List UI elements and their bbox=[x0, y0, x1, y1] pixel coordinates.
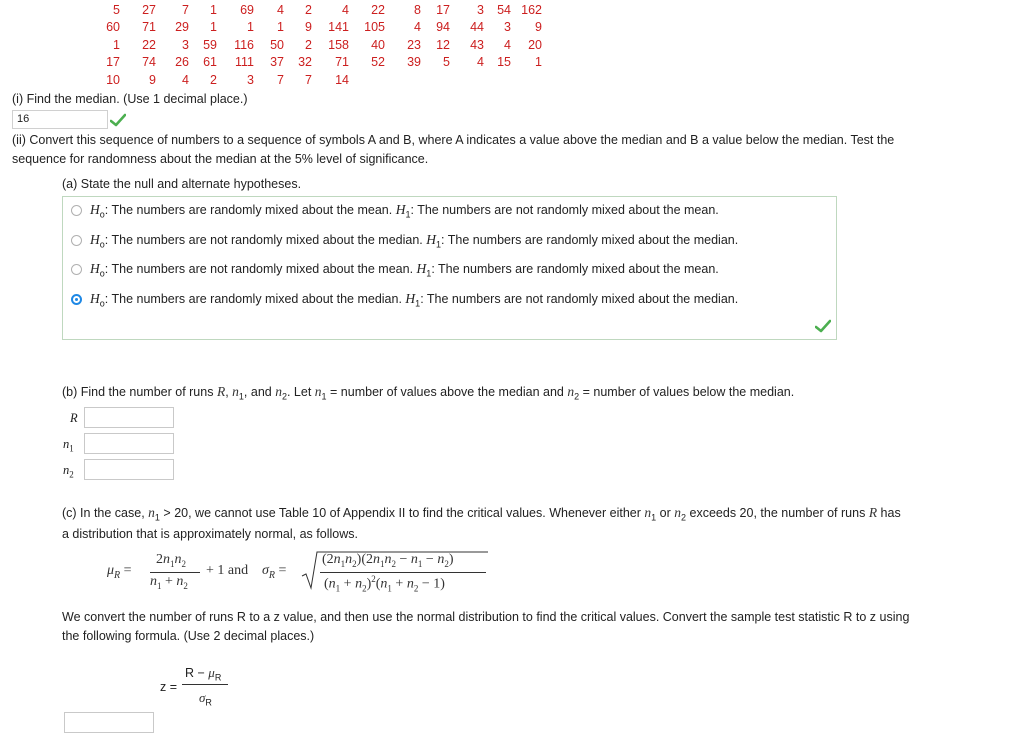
n2-input[interactable] bbox=[84, 459, 174, 480]
data-value: 17 bbox=[436, 3, 450, 17]
data-value: 9 bbox=[535, 20, 542, 34]
data-value: 111 bbox=[234, 55, 254, 69]
data-value: 29 bbox=[175, 20, 189, 34]
data-value: 14 bbox=[335, 73, 349, 87]
data-value: 44 bbox=[470, 20, 484, 34]
data-value: 43 bbox=[470, 38, 484, 52]
field-label-r: R bbox=[70, 411, 78, 425]
data-value: 22 bbox=[142, 38, 156, 52]
part-ii-line1: (ii) Convert this sequence of numbers to a sequence of symbols A and B, where A indicates a value above the median and B a value below the median. Test the bbox=[12, 133, 895, 147]
data-value: 2 bbox=[305, 38, 312, 52]
part-b-question: (b) Find the number of runs R, $n_1$, and $n_2$. Let $n_1$ = number of values above the median and $n_2$ = number of values below the median. bbox=[62, 384, 795, 402]
data-value: 26 bbox=[175, 55, 189, 69]
data-value: 52 bbox=[371, 55, 385, 69]
data-value: 15 bbox=[497, 55, 511, 69]
data-value: 3 bbox=[504, 20, 511, 34]
hypothesis-option-3[interactable]: $H_o$: The numbers are not randomly mixed about the mean. $H_1$: The numbers are randomly mixed about the mean. bbox=[67, 256, 833, 284]
data-value: 5 bbox=[113, 3, 120, 17]
check-icon bbox=[815, 319, 831, 333]
data-value: 141 bbox=[328, 20, 349, 34]
field-label-n2: $n_2$ bbox=[63, 463, 74, 480]
data-value: 162 bbox=[521, 3, 542, 17]
data-value: 105 bbox=[364, 20, 385, 34]
data-value: 1 bbox=[277, 20, 284, 34]
data-value: 59 bbox=[203, 38, 217, 52]
data-value: 71 bbox=[142, 20, 156, 34]
data-value: 1 bbox=[210, 20, 217, 34]
data-value: 4 bbox=[342, 3, 349, 17]
hypothesis-option-1[interactable]: $H_o$: The numbers are randomly mixed about the mean. $H_1$: The numbers are not randomly mixed about the mean. bbox=[67, 197, 833, 225]
data-value: 10 bbox=[106, 73, 120, 87]
radio-button[interactable] bbox=[71, 205, 82, 216]
data-value: 20 bbox=[528, 38, 542, 52]
data-value: 37 bbox=[270, 55, 284, 69]
data-value: 116 bbox=[234, 38, 254, 52]
data-value: 3 bbox=[477, 3, 484, 17]
data-value: 3 bbox=[182, 38, 189, 52]
data-value: 8 bbox=[414, 3, 421, 17]
part-a-question: (a) State the null and alternate hypotheses. bbox=[62, 177, 302, 191]
check-icon bbox=[110, 113, 126, 127]
data-value: 5 bbox=[443, 55, 450, 69]
convert-line1: We convert the number of runs R to a z value, and then use the normal distribution to find the critical values. Convert the sample test statistic R to z using bbox=[62, 610, 910, 624]
data-value: 158 bbox=[328, 38, 349, 52]
data-value: 17 bbox=[106, 55, 120, 69]
data-value: 1 bbox=[535, 55, 542, 69]
data-value: 60 bbox=[106, 20, 120, 34]
data-value: 32 bbox=[298, 55, 312, 69]
data-value: 4 bbox=[182, 73, 189, 87]
data-value: 69 bbox=[240, 3, 254, 17]
data-value: 9 bbox=[305, 20, 312, 34]
median-answer-field[interactable]: 16 bbox=[12, 110, 108, 129]
data-value: 2 bbox=[305, 3, 312, 17]
runs-r-input[interactable] bbox=[84, 407, 174, 428]
data-value: 22 bbox=[371, 3, 385, 17]
n1-input[interactable] bbox=[84, 433, 174, 454]
data-value: 94 bbox=[436, 20, 450, 34]
data-value: 40 bbox=[371, 38, 385, 52]
data-value: 71 bbox=[335, 55, 349, 69]
data-value: 7 bbox=[277, 73, 284, 87]
data-value: 54 bbox=[497, 3, 511, 17]
part-ii-line2: sequence for randomness about the median at the 5% level of significance. bbox=[12, 152, 429, 166]
data-value: 3 bbox=[247, 73, 254, 87]
data-value: 1 bbox=[247, 20, 254, 34]
data-value: 39 bbox=[407, 55, 421, 69]
hypothesis-options bbox=[62, 196, 837, 340]
data-value: 4 bbox=[414, 20, 421, 34]
data-value: 9 bbox=[149, 73, 156, 87]
data-value: 23 bbox=[407, 38, 421, 52]
part-c-line1: (c) In the case, $n_1 > 20$, we cannot use Table 10 of Appendix II to find the critical values. Whenever either $n_1$ or $n_2$ exceeds 20, the number of runs R has bbox=[62, 505, 901, 523]
data-value: 1 bbox=[113, 38, 120, 52]
data-value: 4 bbox=[504, 38, 511, 52]
hypothesis-option-2[interactable]: $H_o$: The numbers are not randomly mixed about the median. $H_1$: The numbers are randomly mixed about the median. bbox=[67, 227, 833, 255]
data-value: 74 bbox=[142, 55, 156, 69]
data-value: 27 bbox=[142, 3, 156, 17]
data-value: 12 bbox=[436, 38, 450, 52]
z-answer-input[interactable] bbox=[64, 712, 154, 733]
radio-button[interactable] bbox=[71, 264, 82, 275]
part-i-question: (i) Find the median. (Use 1 decimal place.) bbox=[12, 92, 248, 106]
data-value: 61 bbox=[203, 55, 217, 69]
data-value: 4 bbox=[277, 3, 284, 17]
data-value: 4 bbox=[477, 55, 484, 69]
data-value: 7 bbox=[305, 73, 312, 87]
data-value: 2 bbox=[210, 73, 217, 87]
convert-line2: the following formula. (Use 2 decimal places.) bbox=[62, 629, 315, 643]
data-value: 1 bbox=[210, 3, 217, 17]
radio-button[interactable] bbox=[71, 235, 82, 246]
part-c-line2: a distribution that is approximately normal, as follows. bbox=[62, 527, 358, 541]
data-value: 50 bbox=[270, 38, 284, 52]
radio-button-selected[interactable] bbox=[71, 294, 82, 305]
field-label-n1: $n_1$ bbox=[63, 437, 74, 454]
data-value: 7 bbox=[182, 3, 189, 17]
hypothesis-option-4[interactable]: $H_o$: The numbers are randomly mixed about the median. $H_1$: The numbers are not randomly mixed about the median. bbox=[67, 286, 833, 314]
